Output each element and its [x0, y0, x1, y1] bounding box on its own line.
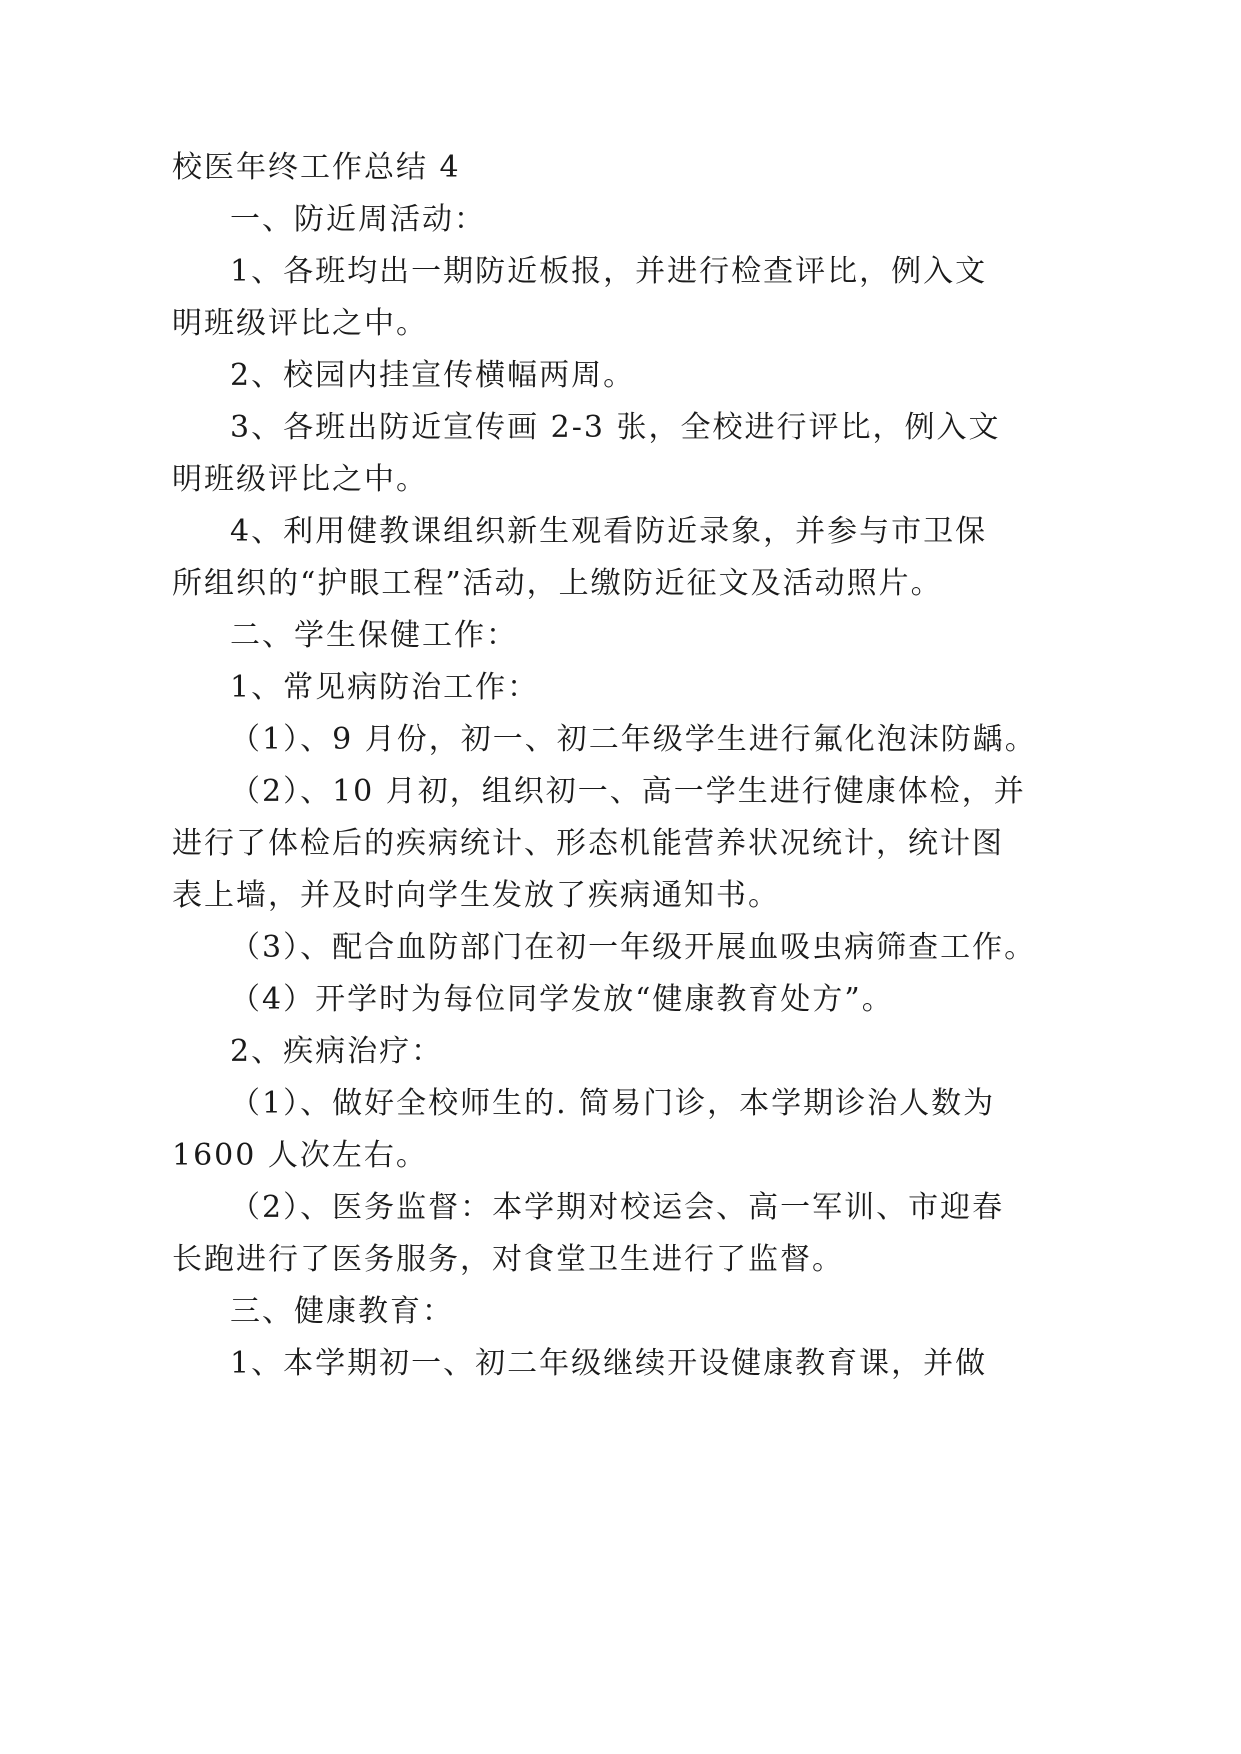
- subsection-heading: 1、常见病防治工作：: [230, 670, 540, 705]
- section-heading: 三、健康教育：: [230, 1294, 454, 1329]
- paragraph-line: 3、各班出防近宣传画 2-3 张，全校进行评比，例入文: [230, 410, 1001, 445]
- paragraph-line: 2、校园内挂宣传横幅两周。: [230, 358, 636, 393]
- paragraph-line: 表上墙，并及时向学生发放了疾病通知书。: [172, 878, 780, 913]
- paragraph-line: 1、各班均出一期防近板报，并进行检查评比，例入文: [230, 254, 988, 289]
- paragraph-line: 进行了体检后的疾病统计、形态机能营养状况统计，统计图: [172, 826, 1004, 861]
- paragraph-line: （4）开学时为每位同学发放“健康教育处方”。: [230, 982, 894, 1017]
- section-heading: 一、防近周活动：: [230, 202, 486, 237]
- paragraph-line: 1600 人次左右。: [172, 1138, 428, 1173]
- section-heading: 二、学生保健工作：: [230, 618, 518, 653]
- paragraph-line: （3）、配合血防部门在初一年级开展血吸虫病筛查工作。: [230, 930, 1037, 965]
- paragraph-line: （2）、医务监督：本学期对校运会、高一军训、市迎春: [230, 1190, 1005, 1225]
- paragraph-line: （1）、9 月份，初一、初二年级学生进行氟化泡沫防龋。: [230, 722, 1037, 757]
- paragraph-line: （2）、10 月初，组织初一、高一学生进行健康体检，并: [230, 774, 1026, 809]
- paragraph-line: 长跑进行了医务服务，对食堂卫生进行了监督。: [172, 1242, 844, 1277]
- document-title: 校医年终工作总结 4: [172, 150, 461, 185]
- paragraph-line: 所组织的“护眼工程”活动，上缴防近征文及活动照片。: [172, 566, 943, 601]
- subsection-heading: 2、疾病治疗：: [230, 1034, 444, 1069]
- paragraph-line: 4、利用健教课组织新生观看防近录象，并参与市卫保: [230, 514, 988, 549]
- paragraph-line: （1）、做好全校师生的. 简易门诊，本学期诊治人数为: [230, 1086, 996, 1121]
- paragraph-line: 1、本学期初一、初二年级继续开设健康教育课，并做: [230, 1346, 988, 1381]
- paragraph-line: 明班级评比之中。: [172, 306, 428, 341]
- paragraph-line: 明班级评比之中。: [172, 462, 428, 497]
